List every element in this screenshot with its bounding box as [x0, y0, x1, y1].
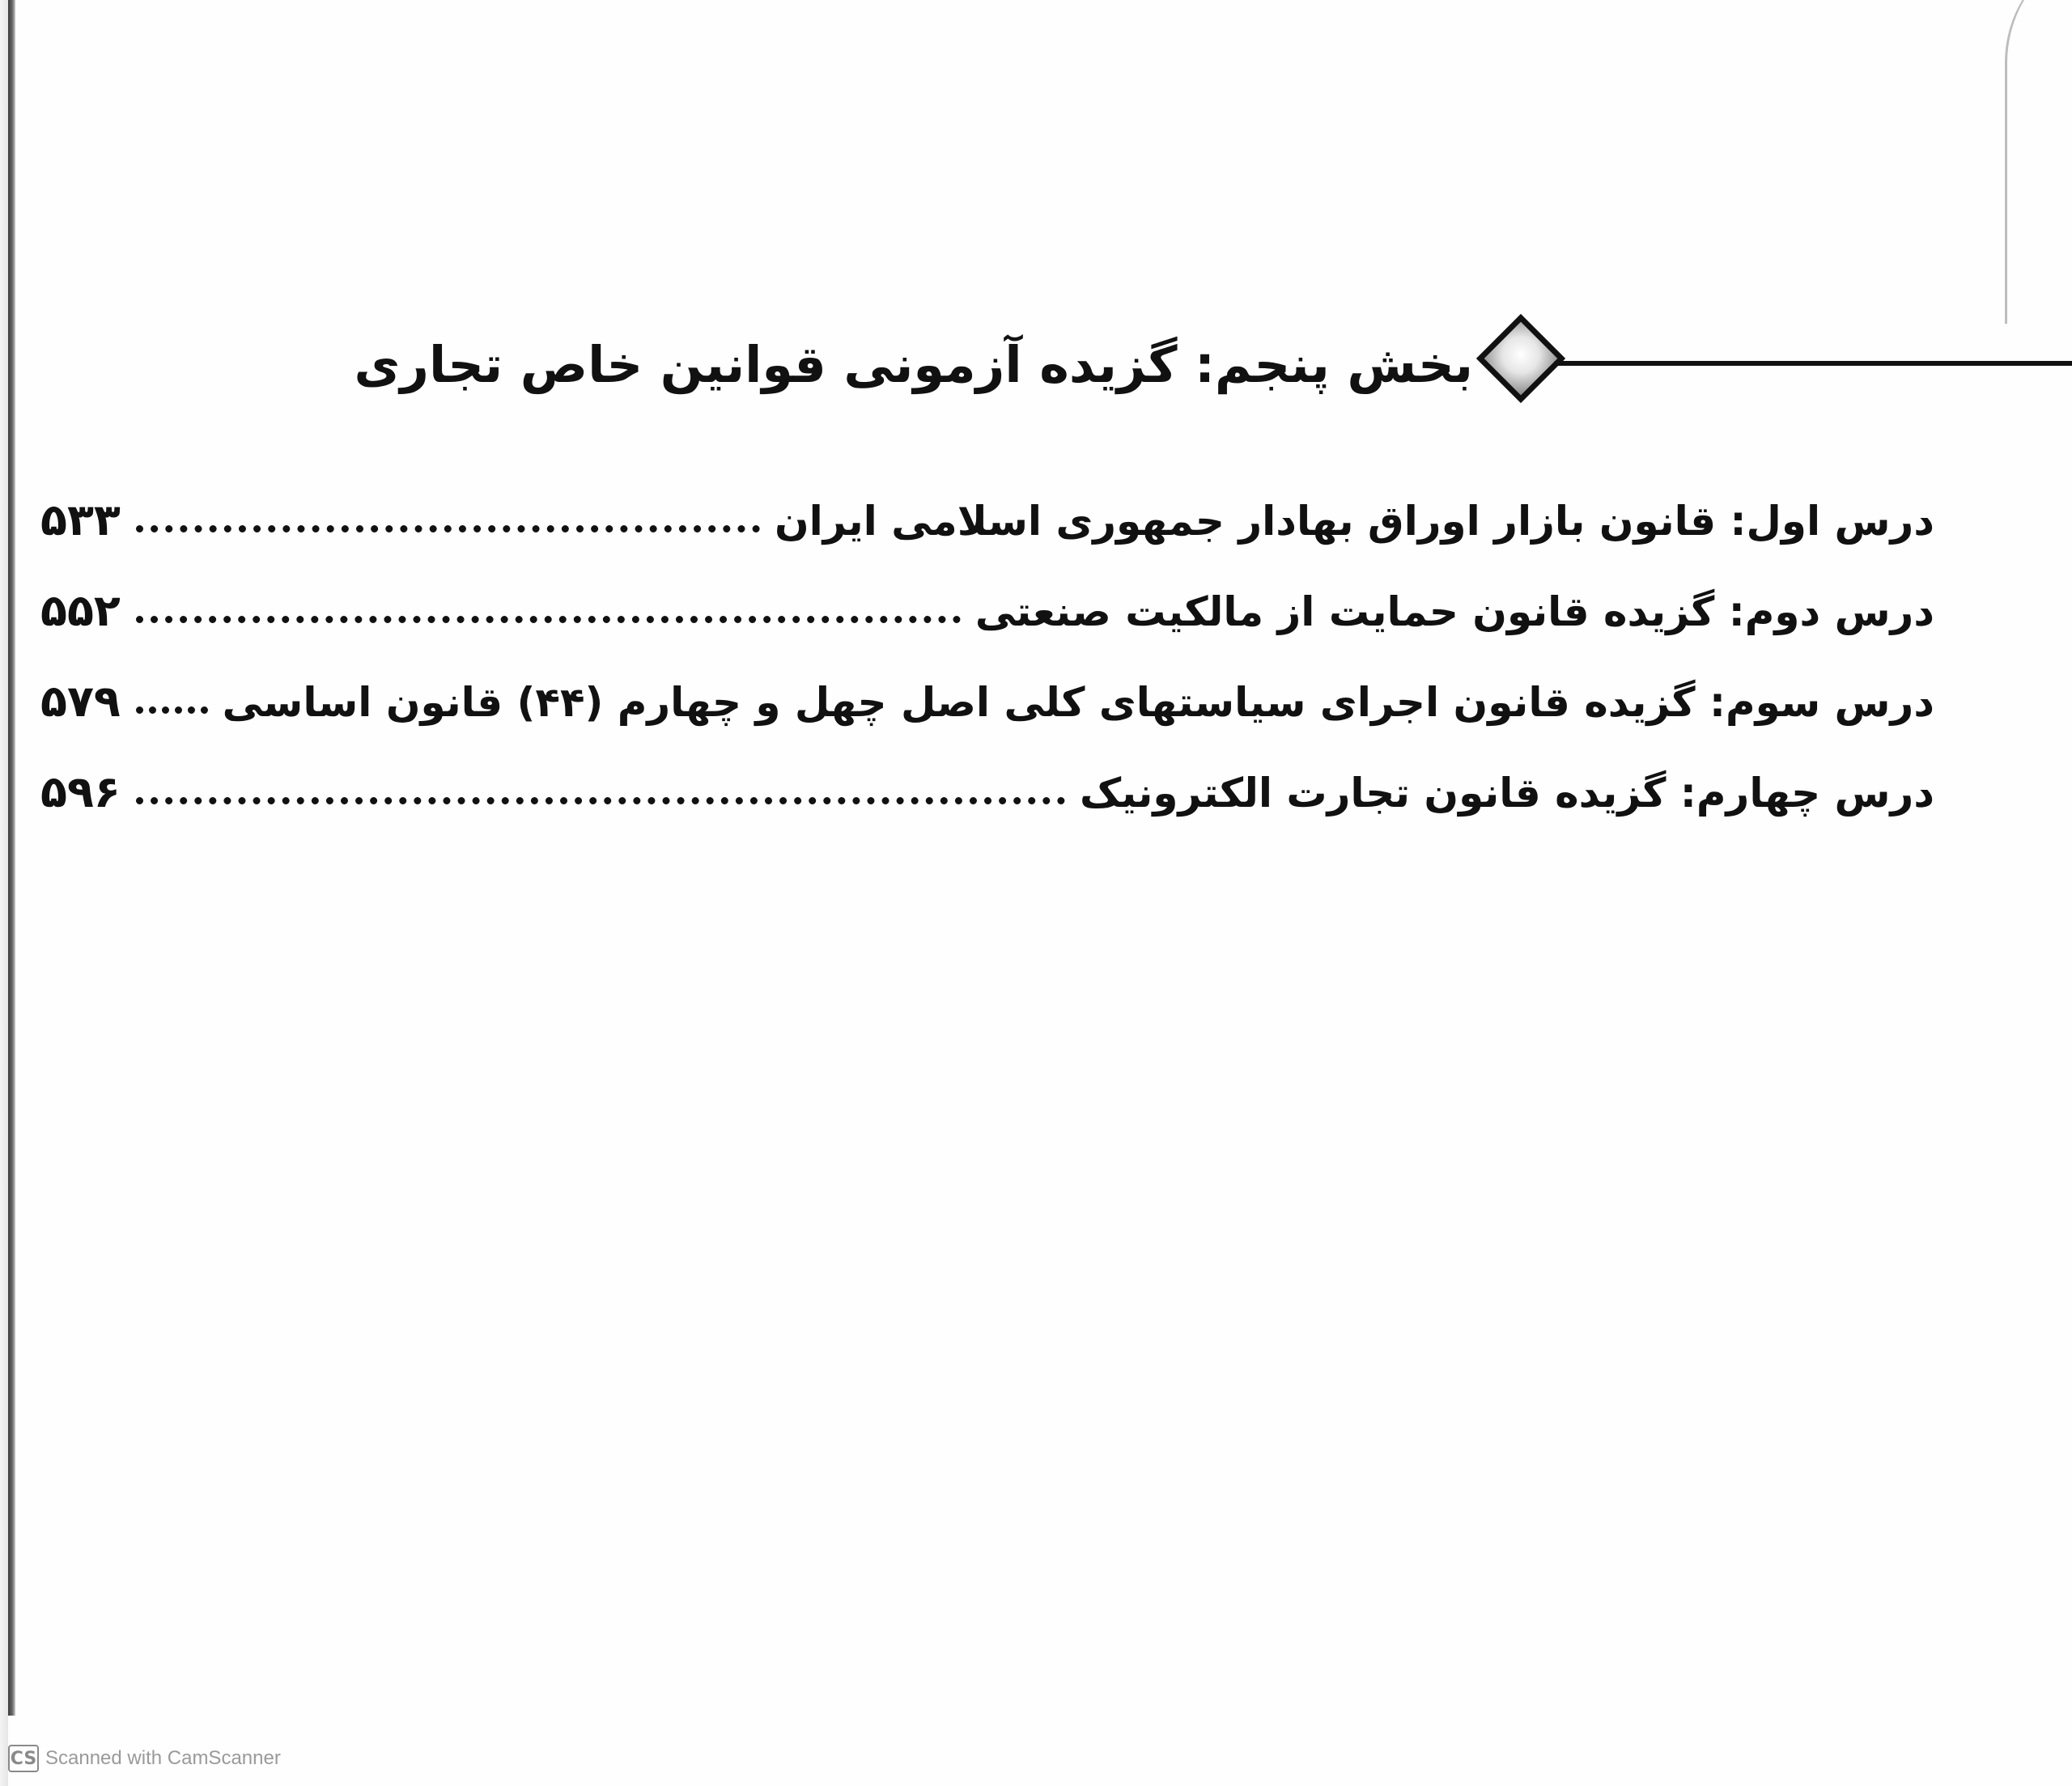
dot-leader	[136, 525, 760, 532]
table-of-contents	[40, 453, 1934, 816]
toc-entry-title: درس چهارم: گزیده قانون تجارت الکترونیک	[1080, 770, 1934, 817]
scan-edge-shadow	[0, 0, 8, 1786]
camscanner-watermark	[8, 1745, 281, 1772]
scan-edge	[8, 0, 15, 1716]
toc-entry-page: ۵۷۹	[40, 675, 121, 727]
toc-entry-title: درس اول: قانون بازار اوراق بهادار جمهوری اسلامی ایران	[774, 498, 1934, 545]
dot-leader	[136, 706, 208, 714]
camscanner-logo-icon: CS	[8, 1745, 39, 1772]
toc-entry-page: ۵۳۳	[40, 494, 121, 545]
toc-entry	[40, 544, 1934, 634]
toc-entry-title: درس سوم: گزیده قانون اجرای سیاستهای کلی اصل چهل و چهارم (۴۴) قانون اساسی	[222, 679, 1934, 726]
section-heading	[354, 316, 2072, 421]
dot-leader	[136, 616, 961, 623]
toc-entry-title: درس دوم: گزیده قانون حمایت از مالکیت صنعتی	[974, 588, 1934, 635]
page-curl	[2005, 0, 2072, 324]
diamond-icon	[1476, 314, 1565, 403]
toc-entry-page: ۵۵۲	[40, 584, 121, 636]
toc-entry	[40, 453, 1934, 544]
watermark-text: Scanned with CamScanner	[45, 1747, 281, 1769]
toc-entry-page: ۵۹۶	[40, 766, 121, 817]
toc-entry	[40, 634, 1934, 725]
dot-leader	[136, 797, 1065, 804]
toc-entry	[40, 725, 1934, 816]
heading-rule	[1554, 361, 2072, 366]
section-title: بخش پنجم: گزیده آزمونی قوانین خاص تجاری	[354, 335, 1473, 394]
